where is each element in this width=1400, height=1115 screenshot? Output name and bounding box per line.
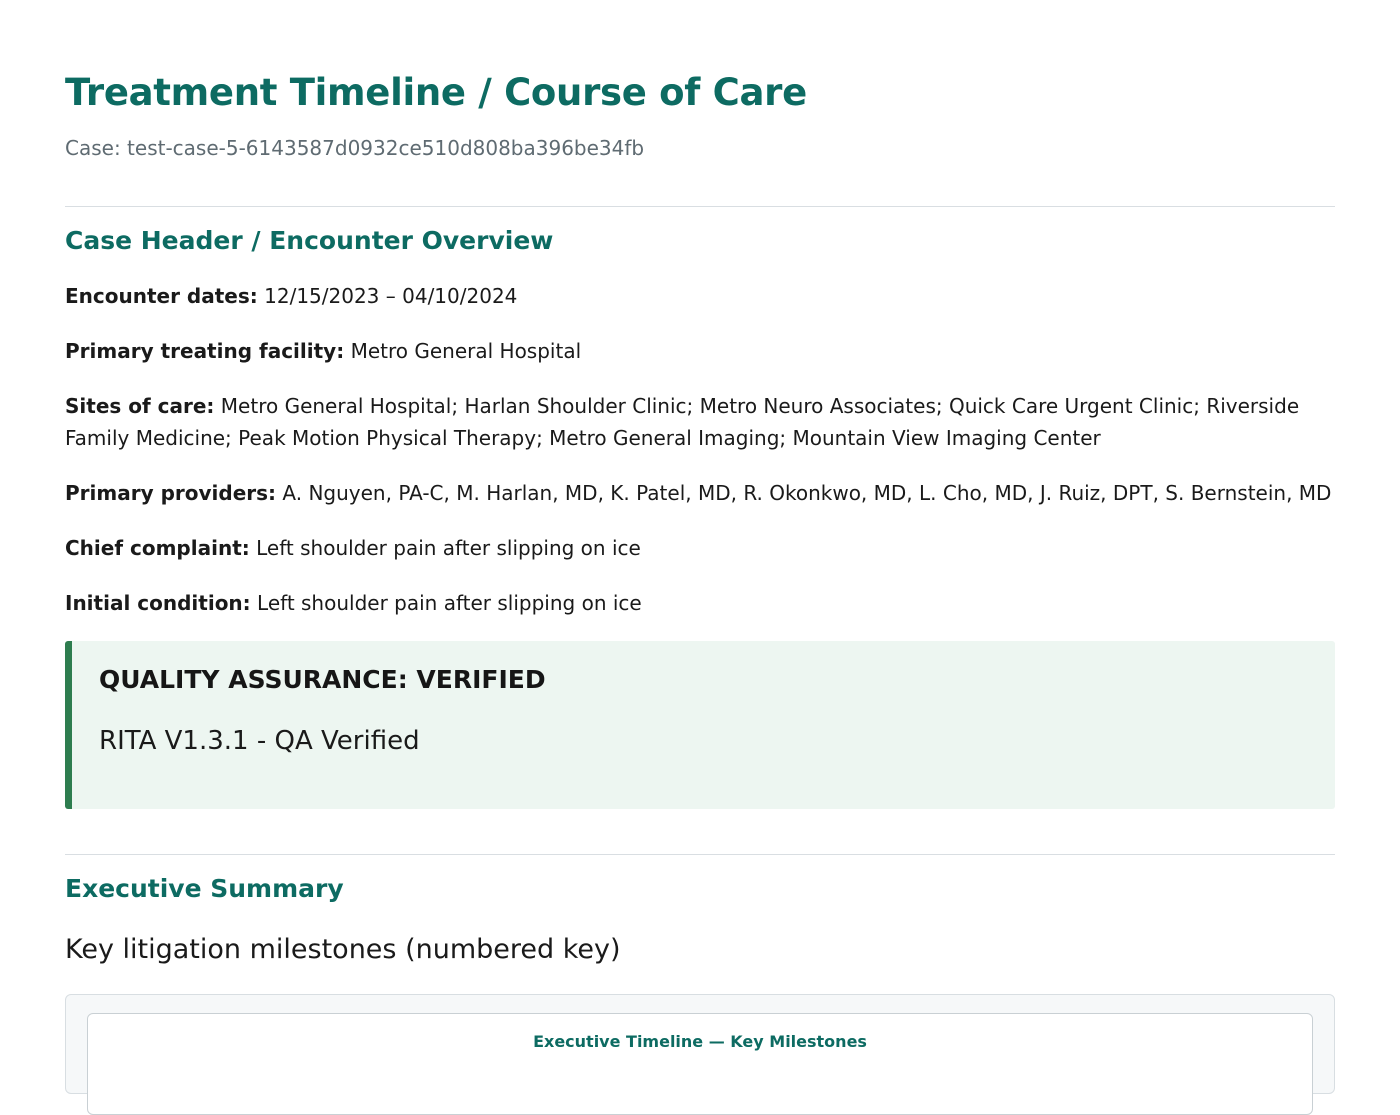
initial-condition-field (65, 587, 1335, 619)
page-title: Treatment Timeline / Course of Care (65, 71, 807, 114)
field-value: Left shoulder pain after slipping on ice (257, 591, 642, 615)
case-id: Case: test-case-5-6143587d0932ce510d808ba396be34fb (65, 136, 645, 160)
field-value: Left shoulder pain after slipping on ice (256, 536, 641, 560)
qa-title: QUALITY ASSURANCE: VERIFIED (99, 665, 546, 694)
field-label: Initial condition: (65, 591, 251, 615)
qa-callout (65, 641, 1335, 809)
milestones-key-label: Key litigation milestones (numbered key) (65, 934, 621, 965)
sites-of-care-field (65, 390, 1335, 454)
section-divider (65, 206, 1335, 207)
qa-text: RITA V1.3.1 - QA Verified (99, 726, 420, 756)
field-value: 12/15/2023 – 04/10/2024 (264, 284, 518, 308)
section-divider (65, 854, 1335, 855)
field-value: Metro General Hospital (350, 339, 582, 363)
chief-complaint-field (65, 532, 1335, 564)
timeline-title: Executive Timeline — Key Milestones (533, 1032, 867, 1051)
field-label: Primary treating facility: (65, 339, 345, 363)
timeline-container (65, 994, 1335, 1094)
field-label: Primary providers: (65, 481, 277, 505)
field-value: Metro General Hospital; Harlan Shoulder Clinic; Metro Neuro Associates; Quick Care Urgent Clinic; Riverside Family Medicine; Peak Motion Physical Therapy; Metro General Imaging; Mountain View Imaging Center (65, 394, 1300, 450)
field-value: A. Nguyen, PA-C, M. Harlan, MD, K. Patel, MD, R. Okonkwo, MD, L. Cho, MD, J. Ruiz, DPT, S. Bernstein, MD (282, 481, 1332, 505)
encounter-dates-field (65, 280, 1335, 312)
primary-providers-field (65, 477, 1335, 509)
executive-summary-heading: Executive Summary (65, 874, 344, 903)
timeline-card (87, 1013, 1313, 1115)
case-header-heading: Case Header / Encounter Overview (65, 226, 554, 255)
field-label: Encounter dates: (65, 284, 258, 308)
field-label: Chief complaint: (65, 536, 250, 560)
field-label: Sites of care: (65, 394, 215, 418)
primary-facility-field (65, 335, 1335, 367)
